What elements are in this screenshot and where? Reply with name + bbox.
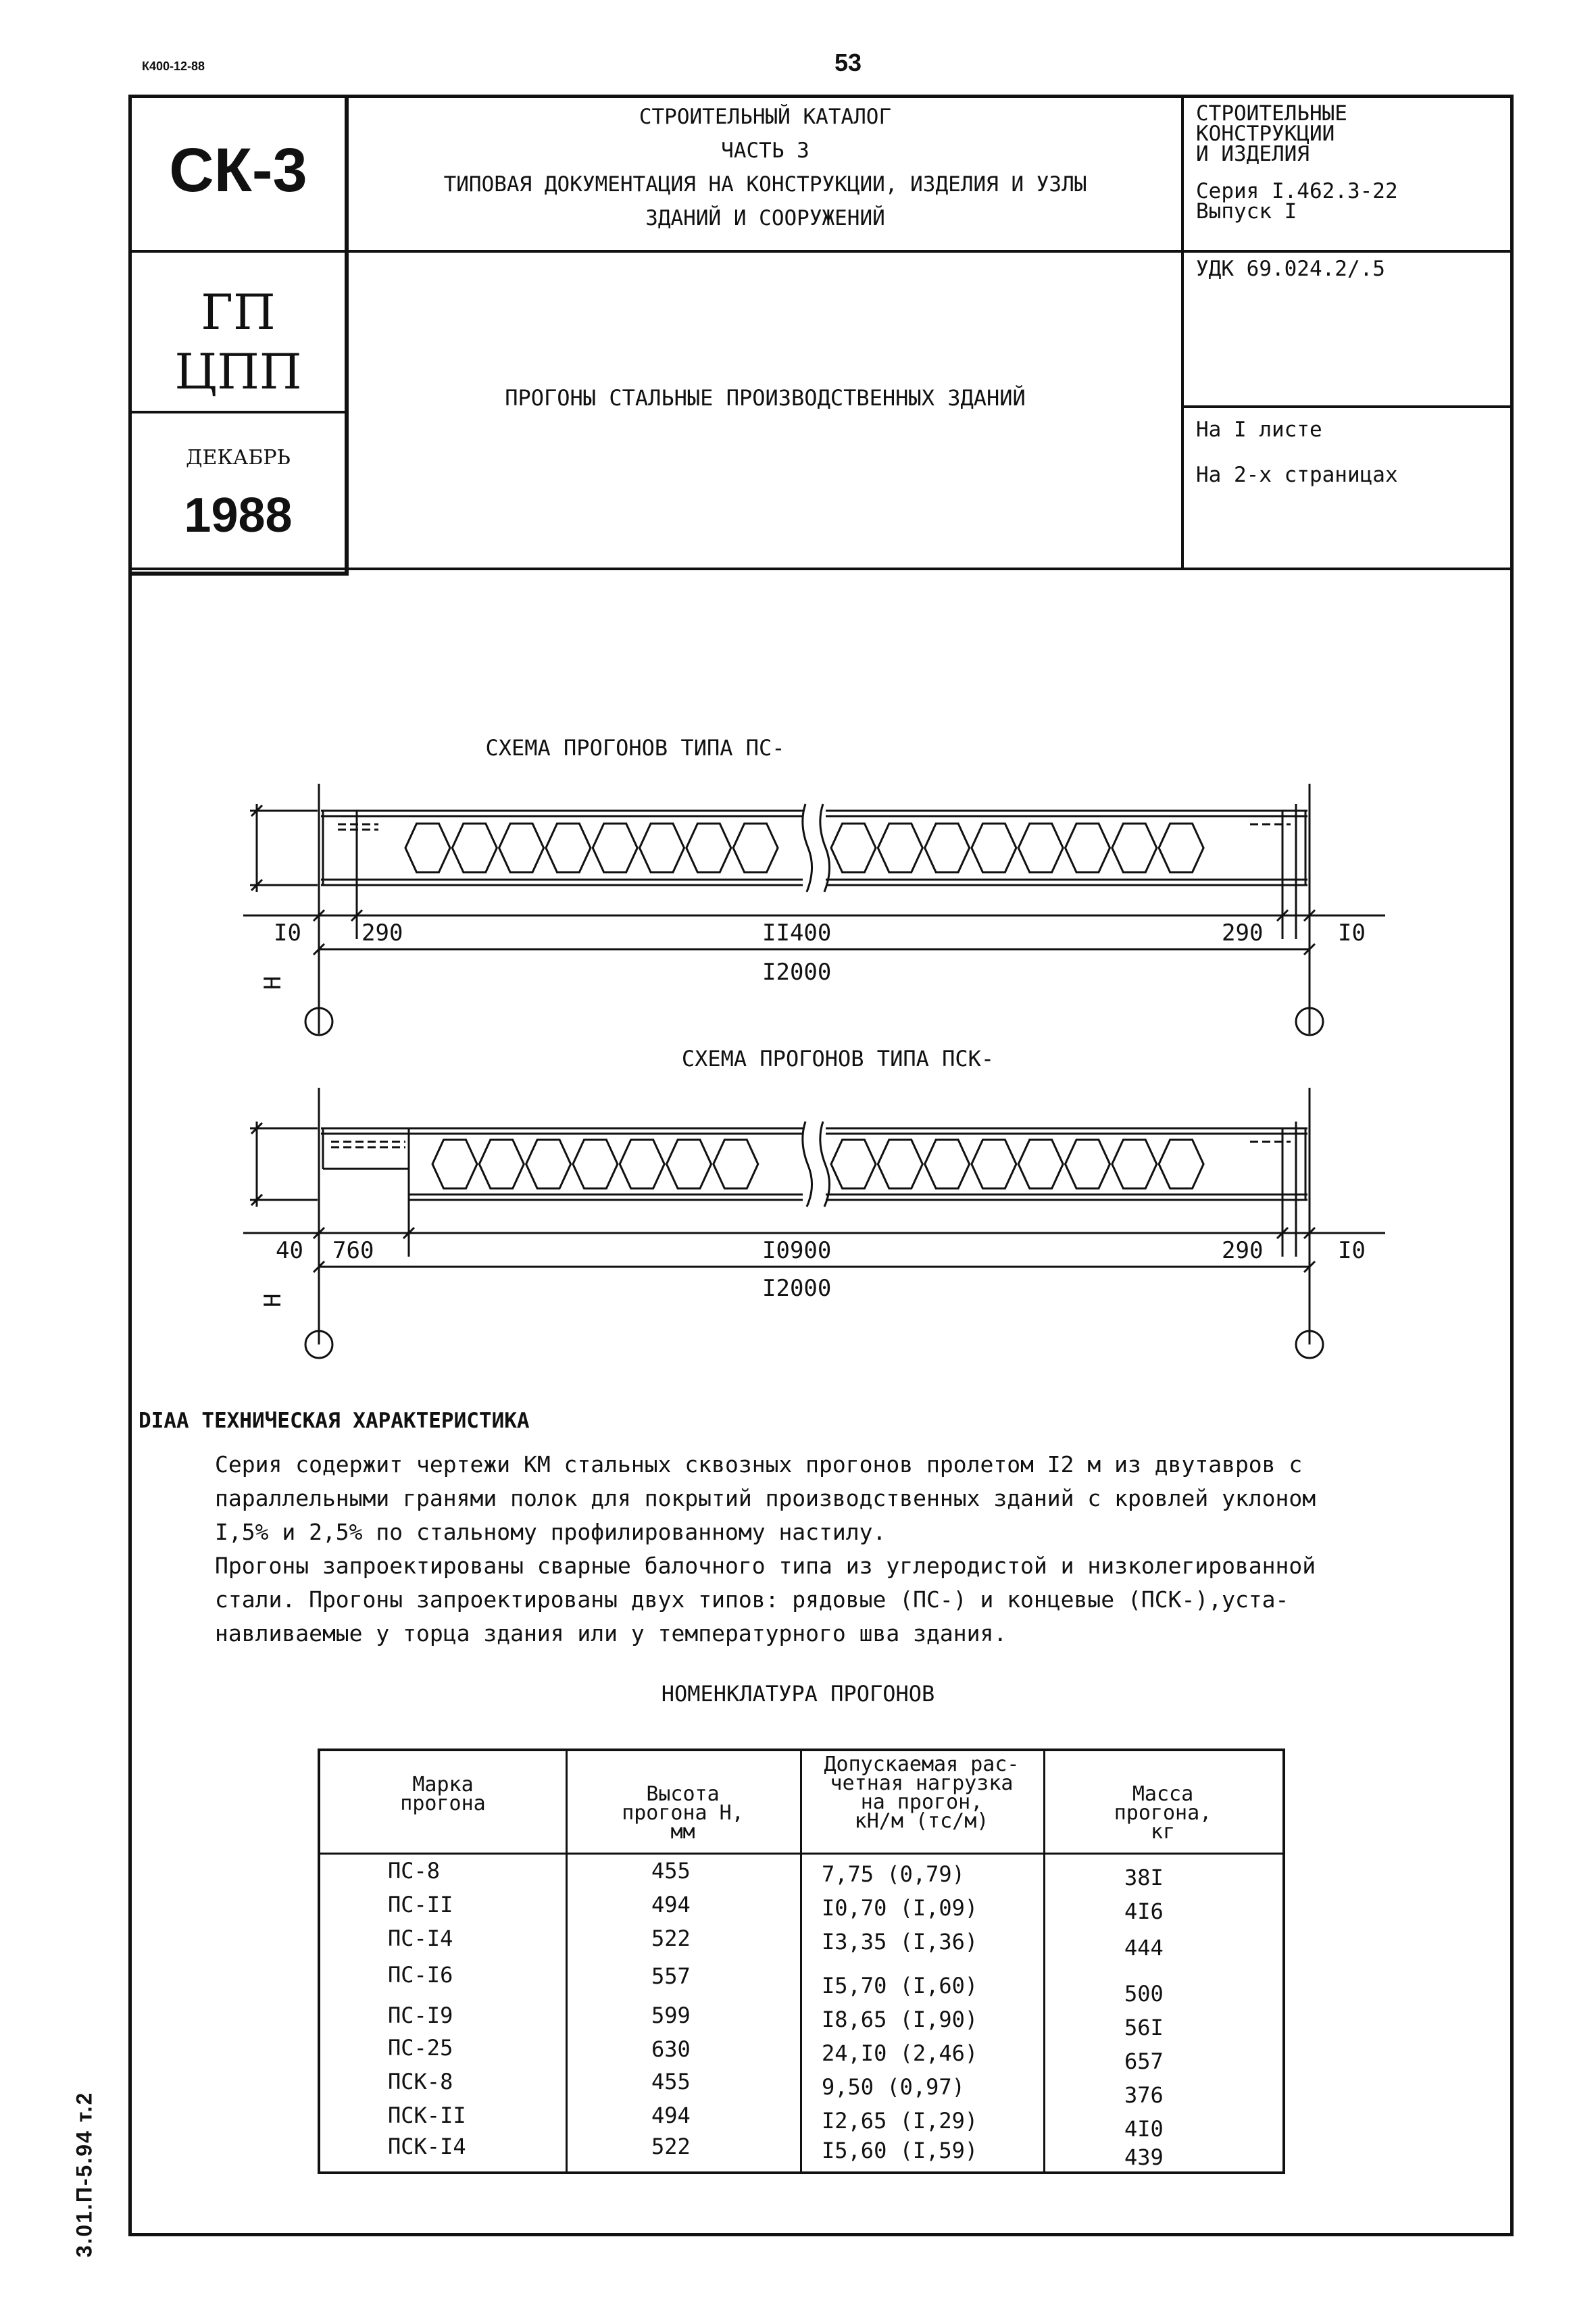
header-mark-line: прогона [400,1792,486,1815]
publisher-gp: ГП [201,284,276,341]
web-opening [1018,824,1063,872]
web-opening [972,1140,1016,1188]
header-mass-line: Масса [1132,1782,1194,1806]
scheme-psk-h-label: Н [259,1293,286,1307]
web-opening [1112,1140,1157,1188]
web-opening [526,1140,571,1188]
cell-mark: ПС-I6 [388,1962,453,1988]
cell-mass: 444 [1124,1935,1164,1961]
page-number: 53 [834,49,862,76]
side-code [71,2054,98,2297]
cell-height: 494 [651,1892,691,1917]
tech-paragraph-line: Серия содержит чертежи КМ стальных сквозных прогонов пролетом I2 м из двутавров с [215,1451,1303,1478]
stamp-divider [1181,95,1184,570]
cell-mark: ПС-I4 [388,1926,453,1951]
header-load-line: на прогон, [860,1790,983,1814]
cell-load: I2,65 (I,29) [822,2108,978,2134]
scheme-ps-dim-span: II400 [762,920,832,947]
sheets-label: На I листе [1196,418,1322,442]
tech-paragraph-line: I,5% и 2,5% по стальному профилированному настилу. [215,1519,887,1545]
issue-month: ДЕКАБРЬ [186,446,291,470]
cell-load: I5,70 (I,60) [822,1973,978,1998]
web-opening [405,824,450,872]
scheme-ps-h-label: Н [259,976,286,990]
web-opening [499,824,544,872]
cell-height: 599 [651,2003,691,2028]
web-opening [546,824,591,872]
web-opening [687,824,731,872]
section-line: И ИЗДЕЛИЯ [1196,142,1310,166]
side-code-text: 3.01.П-5.94 т.2 [72,2091,97,2258]
web-opening [593,824,637,872]
cell-load: I5,60 (I,59) [822,2138,978,2163]
issue-label: Выпуск I [1196,199,1297,224]
scheme-ps-dim-left: I0 [274,920,301,947]
tech-section-title: DIAA ТЕХНИЧЕСКАЯ ХАРАКТЕРИСТИКА [139,1409,530,1433]
web-opening [831,1140,876,1188]
document-code: К400-12-88 [142,59,205,73]
web-opening [1018,1140,1063,1188]
cell-mass: 4I6 [1124,1898,1164,1924]
cell-mass: 657 [1124,2048,1164,2074]
header-height-line: прогона Н, [622,1801,744,1825]
cell-mark: ПС-8 [388,1858,441,1884]
issue-year: 1988 [184,488,293,543]
cell-load: I8,65 (I,90) [822,2007,978,2032]
tech-paragraph-line: параллельными гранями полок для покрытий производственных зданий с кровлей уклоном [215,1485,1316,1511]
nomenclature-title: НОМЕНКЛАТУРА ПРОГОНОВ [661,1681,935,1707]
web-opening [878,824,922,872]
header-height-line: мм [670,1820,695,1844]
catalog-code: СК-3 [169,136,307,205]
web-opening [878,1140,922,1188]
stamp-shadow [128,572,348,576]
cell-height: 557 [651,1963,691,1989]
cell-mark: ПС-I9 [388,2003,453,2028]
web-opening [667,1140,712,1188]
scheme-psk-dim-760: 760 [332,1237,374,1264]
series-label: Серия I.462.3-22 [1196,179,1398,203]
document-title: ПРОГОНЫ СТАЛЬНЫЕ ПРОИЗВОДСТВЕННЫХ ЗДАНИЙ [505,385,1026,411]
scheme-ps-drawing [0,784,1596,1061]
scheme-psk-dim-right: I0 [1338,1237,1366,1264]
tech-paragraph-line: Прогоны запроектированы сварные балочного типа из углеродистой и низколегированной [215,1553,1316,1579]
cell-load: 24,I0 (2,46) [822,2040,978,2066]
tech-paragraph-line: навливаемые у торца здания или у температурного шва здания. [215,1620,1007,1646]
catalog-line: ЗДАНИЙ И СООРУЖЕНИЙ [645,206,885,230]
web-opening [640,824,684,872]
scheme-psk-title: СХЕМА ПРОГОНОВ ТИПА ПСК- [681,1046,995,1072]
header-mark [320,1773,566,1815]
header-mass [1043,1782,1282,1844]
tech-paragraph-line: стали. Прогоны запроектированы двух типов: рядовые (ПС-) и концевые (ПСК-),уста- [215,1586,1289,1613]
web-opening [714,1140,758,1188]
header-load-line: кН/м (тс/м) [854,1809,989,1833]
cell-mass: 38I [1124,1865,1164,1890]
web-opening [1159,1140,1203,1188]
section-line: СТРОИТЕЛЬНЫЕ [1196,101,1347,126]
web-opening [432,1140,477,1188]
cell-height: 522 [651,2134,691,2159]
cell-mass: 4I0 [1124,2116,1164,2142]
cell-mass: 56I [1124,2015,1164,2040]
scheme-ps-dim-290a: 290 [361,920,403,947]
table-header-divider [320,1853,1282,1855]
catalog-line: ТИПОВАЯ ДОКУМЕНТАЦИЯ НА КОНСТРУКЦИИ, ИЗДЕЛИЯ И УЗЛЫ [443,172,1087,197]
publisher-cpp: ЦПП [174,343,302,400]
cell-mark: ПС-25 [388,2035,453,2061]
cell-height: 630 [651,2036,691,2062]
cell-mass: 500 [1124,1981,1164,2007]
scheme-ps-title: СХЕМА ПРОГОНОВ ТИПА ПС- [485,735,785,761]
scheme-psk-dim-total: I2000 [762,1275,832,1302]
catalog-line: ЧАСТЬ 3 [721,139,809,163]
udk-label: УДК 69.024.2/.5 [1196,257,1385,281]
section-line: КОНСТРУКЦИИ [1196,122,1335,146]
web-opening [573,1140,618,1188]
stamp-divider [1182,405,1514,408]
web-opening [1066,824,1110,872]
header-load-line: четная нагрузка [830,1771,1014,1795]
header-mark-line: Марка [412,1773,474,1796]
nomenclature-table [318,1749,1285,2174]
cell-load: I3,35 (I,36) [822,1929,978,1955]
cell-mark: ПС-II [388,1892,453,1917]
cell-load: I0,70 (I,09) [822,1895,978,1921]
stamp-divider [128,411,348,413]
scheme-psk-dim-290: 290 [1222,1237,1264,1264]
scheme-ps-dim-right: I0 [1338,920,1366,947]
web-opening [925,1140,970,1188]
cell-height: 494 [651,2103,691,2128]
header-height [566,1782,800,1844]
catalog-line: СТРОИТЕЛЬНЫЙ КАТАЛОГ [639,105,892,129]
header-mass-line: кг [1150,1820,1176,1844]
web-opening [1159,824,1203,872]
scheme-ps-dim-290b: 290 [1222,920,1264,947]
scheme-psk-dim-span: I0900 [762,1237,832,1264]
web-opening [620,1140,664,1188]
header-height-line: Высота [646,1782,720,1806]
cell-mark: ПСК-8 [388,2069,453,2094]
scheme-psk-drawing [0,1088,1596,1372]
header-load-line: Допускаемая рас- [824,1753,1020,1776]
web-opening [1112,824,1157,872]
header-mass-line: прогона, [1114,1801,1212,1825]
cell-mass: 439 [1124,2144,1164,2170]
scheme-psk-dim-left: 40 [276,1237,303,1264]
cell-height: 455 [651,2069,691,2094]
web-opening [479,1140,524,1188]
stamp-divider [128,250,1514,253]
web-opening [1066,1140,1110,1188]
web-opening [452,824,497,872]
cell-height: 455 [651,1858,691,1884]
cell-mass: 376 [1124,2082,1164,2108]
pages-label: На 2-х страницах [1196,463,1398,487]
web-opening [972,824,1016,872]
web-opening [733,824,778,872]
stamp-divider [128,568,1514,570]
scheme-ps-dim-total: I2000 [762,959,832,986]
cell-load: 9,50 (0,97) [822,2074,965,2100]
web-opening [925,824,970,872]
cell-load: 7,75 (0,79) [822,1861,965,1887]
cell-mark: ПСК-I4 [388,2134,466,2159]
web-opening [831,824,876,872]
cell-height: 522 [651,1926,691,1951]
header-load [800,1755,1043,1831]
cell-mark: ПСК-II [388,2103,466,2128]
